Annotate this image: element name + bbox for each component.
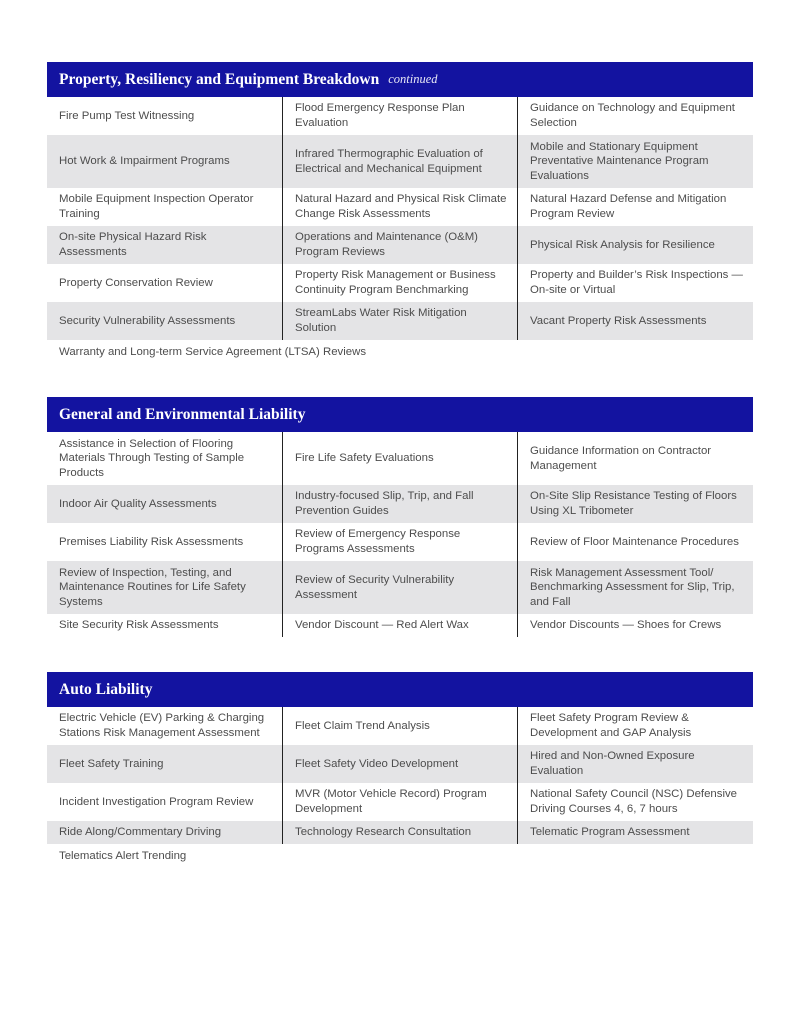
table-cell: Security Vulnerability Assessments	[59, 314, 236, 327]
table-cell: Indoor Air Quality Assessments	[59, 497, 217, 510]
table-row	[47, 783, 753, 821]
table-cell: National Safety Council (NSC) Defensive Driving Courses 4, 6, 7 hours	[517, 783, 753, 821]
table-cell: Vendor Discount — Red Alert Wax	[282, 614, 517, 637]
table-cell: Hired and Non-Owned Exposure Evaluation	[517, 745, 753, 783]
table-cell: Site Security Risk Assessments	[59, 619, 219, 632]
table-cell: Electric Vehicle (EV) Parking & Charging Stations Risk Management Assessment	[59, 712, 265, 739]
table-cell: Property and Builder’s Risk Inspections — On-site or Virtual	[517, 264, 753, 302]
table-row	[47, 561, 753, 614]
table-cell: Hot Work & Impairment Programs	[59, 155, 230, 168]
table-cell: Technology Research Consultation	[282, 821, 517, 844]
table-cell: Fleet Safety Video Development	[282, 745, 517, 783]
table-row	[47, 264, 753, 302]
table-cell: Property Risk Management or Business Continuity Program Benchmarking	[282, 264, 517, 302]
table-row	[47, 485, 753, 523]
table-cell: Fleet Safety Program Review & Development and GAP Analysis	[517, 707, 753, 745]
table-cell: Industry-focused Slip, Trip, and Fall Prevention Guides	[282, 485, 517, 523]
section-header	[47, 62, 753, 97]
table-cell: Telematic Program Assessment	[517, 821, 753, 844]
section-title: Auto Liability	[59, 680, 153, 698]
table-cell: Guidance Information on Contractor Management	[517, 432, 753, 485]
table-cell: Review of Emergency Response Programs Assessments	[282, 523, 517, 561]
table-cell: Fire Pump Test Witnessing	[59, 109, 195, 122]
table-cell: Operations and Maintenance (O&M) Program Reviews	[282, 226, 517, 264]
table-cell: Incident Investigation Program Review	[59, 795, 254, 808]
section-header	[47, 672, 753, 707]
table-row	[47, 226, 753, 264]
section-auto-liability	[47, 672, 753, 868]
table-cell: Review of Floor Maintenance Procedures	[517, 523, 753, 561]
table-row	[47, 188, 753, 226]
table-cell: On-Site Slip Resistance Testing of Floors Using XL Tribometer	[517, 485, 753, 523]
table-cell: Infrared Thermographic Evaluation of Electrical and Mechanical Equipment	[282, 135, 517, 188]
table-cell: Flood Emergency Response Plan Evaluation	[282, 97, 517, 135]
table-row	[47, 614, 753, 637]
table-row	[47, 523, 753, 561]
table-row	[47, 302, 753, 340]
table-cell: Property Conservation Review	[59, 276, 213, 289]
table-row	[47, 821, 753, 844]
table-cell: Natural Hazard and Physical Risk Climate Change Risk Assessments	[282, 188, 517, 226]
table-cell: Review of Inspection, Testing, and Maintenance Routines for Life Safety Systems	[59, 566, 246, 608]
table-cell: Review of Security Vulnerability Assessment	[282, 561, 517, 614]
table-cell: Fleet Claim Trend Analysis	[282, 707, 517, 745]
table-row	[47, 745, 753, 783]
table-cell: StreamLabs Water Risk Mitigation Solution	[282, 302, 517, 340]
trailing-item: Telematics Alert Trending	[59, 849, 187, 862]
trailing-item: Warranty and Long-term Service Agreement (LTSA) Reviews	[59, 345, 367, 358]
table-cell: Fire Life Safety Evaluations	[282, 432, 517, 485]
table-cell: Physical Risk Analysis for Resilience	[517, 226, 753, 264]
table-cell: Fleet Safety Training	[59, 757, 164, 770]
table-row	[47, 432, 753, 485]
table-cell: Risk Management Assessment Tool/ Benchmarking Assessment for Slip, Trip, and Fall	[517, 561, 753, 614]
section-header	[47, 397, 753, 432]
table-cell: Mobile and Stationary Equipment Preventative Maintenance Program Evaluations	[517, 135, 753, 188]
table-cell: MVR (Motor Vehicle Record) Program Development	[282, 783, 517, 821]
section-title: General and Environmental Liability	[59, 405, 306, 423]
section-general-liability	[47, 397, 753, 637]
table-row	[47, 135, 753, 188]
table-cell: Vendor Discounts — Shoes for Crews	[517, 614, 753, 637]
table-cell: Natural Hazard Defense and Mitigation Program Review	[517, 188, 753, 226]
table-cell: Ride Along/Commentary Driving	[59, 826, 222, 839]
table-row	[47, 707, 753, 745]
continued-label: continued	[388, 72, 438, 86]
table-cell: Premises Liability Risk Assessments	[59, 535, 244, 548]
section-property-resiliency	[47, 62, 753, 364]
table-cell: On-site Physical Hazard Risk Assessments	[59, 231, 207, 258]
table-cell: Vacant Property Risk Assessments	[517, 302, 753, 340]
table-cell: Guidance on Technology and Equipment Selection	[517, 97, 753, 135]
section-title: Property, Resiliency and Equipment Breakdown	[59, 70, 380, 88]
table-cell: Mobile Equipment Inspection Operator Training	[59, 193, 254, 220]
table-cell: Assistance in Selection of Flooring Materials Through Testing of Sample Products	[59, 437, 245, 479]
table-row	[47, 97, 753, 135]
